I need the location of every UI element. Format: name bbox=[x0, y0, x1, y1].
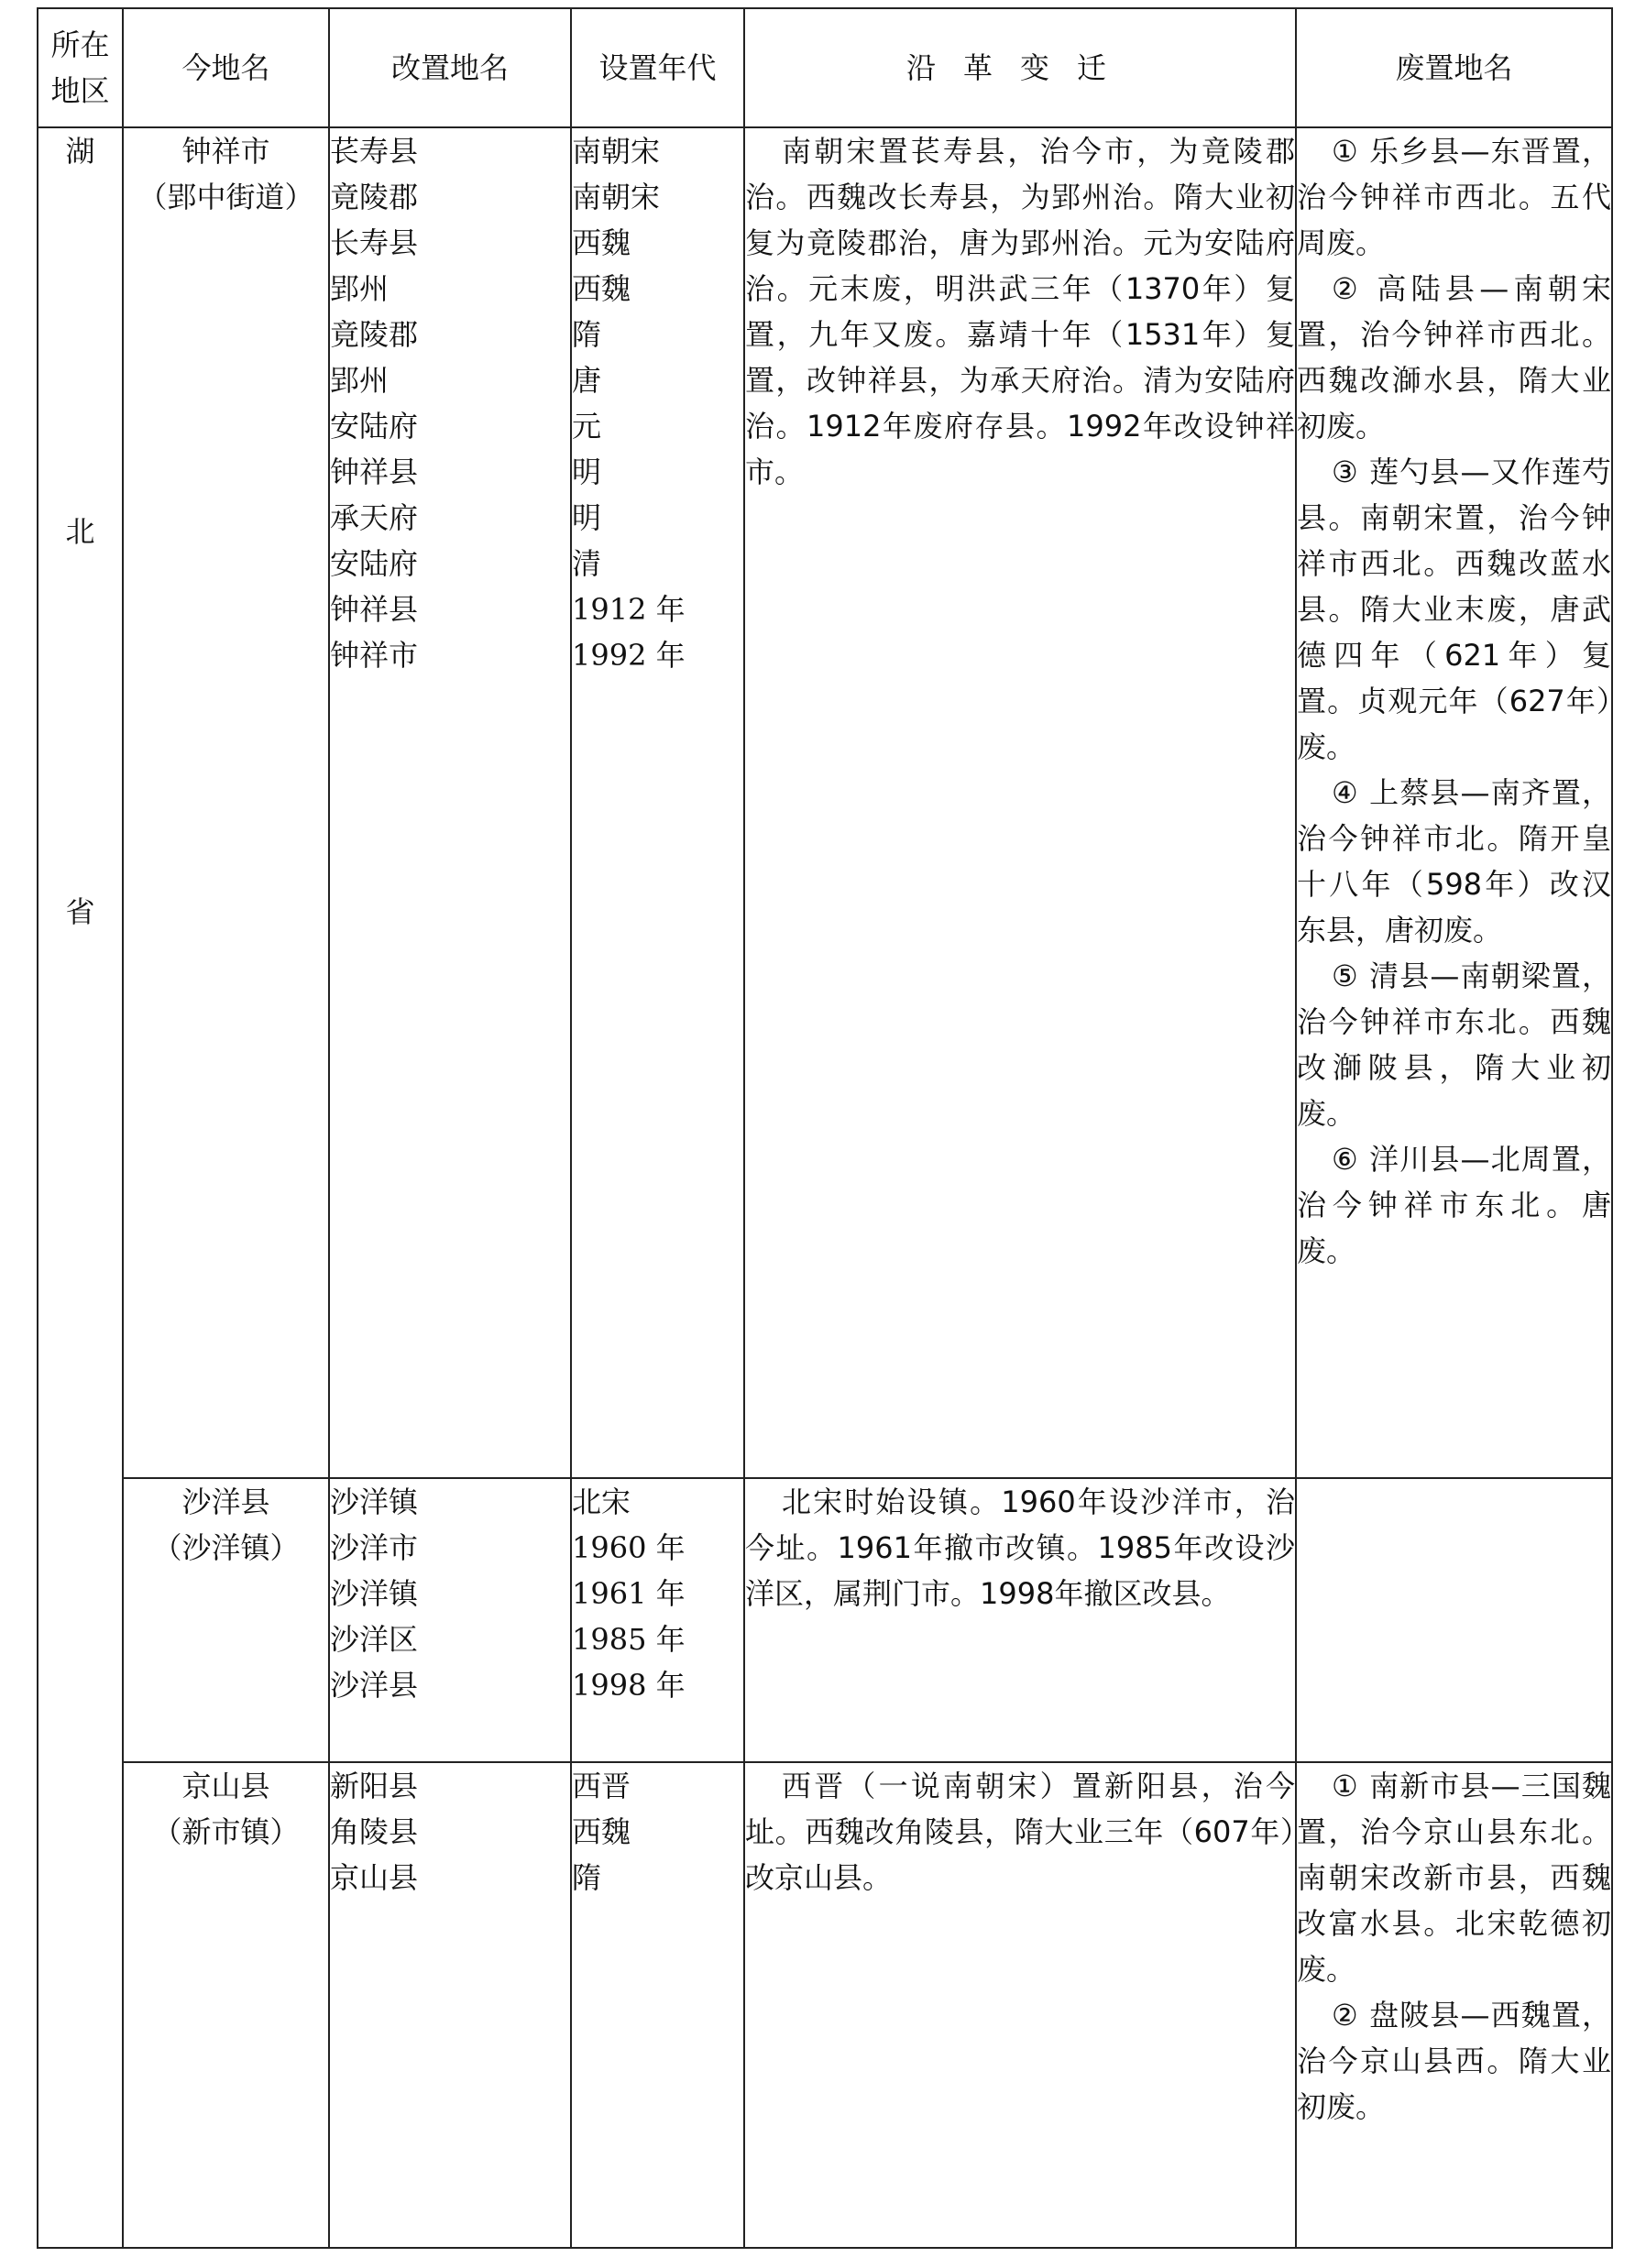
abolished-entry: ③ 莲勺县—又作莲芍县。南朝宋置，治今钟祥市西北。西魏改蓝水县。隋大业末废，唐武德四年（621年）复置。贞观元年（627年）废。 bbox=[1297, 455, 1611, 764]
region-char: 北 bbox=[65, 514, 95, 549]
abolished-cell bbox=[1296, 127, 1612, 1478]
eras-cell bbox=[571, 127, 744, 1478]
abolished-entry: ④ 上蔡县—南齐置，治今钟祥市北。隋开皇十八年（598年）改汉东县，唐初废。 bbox=[1297, 775, 1611, 948]
era: 明 bbox=[572, 500, 602, 535]
era: 1961 年 bbox=[572, 1576, 686, 1611]
history-cell: 北宋时始设镇。1960年设沙洋市，治今址。1961年撤市改镇。1985年改设沙洋区，属荆门市。1998年撤区改县。 bbox=[744, 1478, 1296, 1762]
former-names-cell bbox=[329, 127, 571, 1478]
former-name: 沙洋镇 bbox=[330, 1576, 419, 1611]
era: 元 bbox=[572, 409, 602, 444]
era: 西魏 bbox=[572, 1814, 631, 1849]
former-name: 沙洋区 bbox=[330, 1622, 419, 1657]
era: 清 bbox=[572, 546, 602, 581]
former-name: 长寿县 bbox=[330, 225, 419, 260]
era: 1985 年 bbox=[572, 1622, 686, 1657]
region-char: 省 bbox=[65, 894, 95, 929]
header-region: 所在地区 bbox=[38, 8, 123, 127]
former-name: 承天府 bbox=[330, 500, 419, 535]
abolished-entry: ⑤ 清县—南朝梁置，治今钟祥市东北。西魏改溮陂县，隋大业初废。 bbox=[1297, 959, 1611, 1131]
former-name: 角陵县 bbox=[330, 1814, 419, 1849]
abolished-entry: ① 南新市县—三国魏置，治今京山县东北。南朝宋改新市县，西魏改富水县。北宋乾德初废。 bbox=[1297, 1769, 1611, 1987]
abolished-cell bbox=[1296, 1762, 1612, 2248]
table-row bbox=[38, 127, 1612, 1478]
former-names-cell bbox=[329, 1762, 571, 2248]
county-seat: （沙洋镇） bbox=[152, 1530, 300, 1565]
era: 北宋 bbox=[572, 1485, 631, 1519]
header-set-era: 设置年代 bbox=[571, 8, 744, 127]
era: 西魏 bbox=[572, 271, 631, 306]
former-name: 安陆府 bbox=[330, 546, 419, 581]
former-name: 沙洋县 bbox=[330, 1668, 419, 1703]
era: 南朝宋 bbox=[572, 134, 661, 169]
former-name: 沙洋镇 bbox=[330, 1485, 419, 1519]
era: 西晋 bbox=[572, 1769, 631, 1803]
era: 唐 bbox=[572, 363, 602, 398]
former-name: 钟祥县 bbox=[330, 592, 419, 627]
former-name: 郢州 bbox=[330, 271, 390, 306]
county-seat: （新市镇） bbox=[152, 1814, 300, 1849]
former-name: 苌寿县 bbox=[330, 134, 419, 169]
modern-name-cell bbox=[123, 127, 329, 1478]
former-name: 沙洋市 bbox=[330, 1530, 419, 1565]
header-modern-name: 今地名 bbox=[123, 8, 329, 127]
modern-name: 沙洋县 bbox=[181, 1485, 270, 1519]
county-seat: （郢中街道） bbox=[137, 180, 314, 214]
history-cell: 南朝宋置苌寿县，治今市，为竟陵郡治。西魏改长寿县，为郢州治。隋大业初复为竟陵郡治，唐为郢州治。元为安陆府治。元末废，明洪武三年（1370年）复置，九年又废。嘉靖十年（1531年）复置，改钟祥县，为承天府治。清为安陆府治。1912年废府存县。1992年改设钟祥市。 bbox=[744, 127, 1296, 1478]
era: 西魏 bbox=[572, 225, 631, 260]
era: 南朝宋 bbox=[572, 180, 661, 214]
region-char: 湖 bbox=[65, 134, 95, 169]
eras-cell bbox=[571, 1478, 744, 1762]
era: 隋 bbox=[572, 317, 602, 352]
history-cell: 西晋（一说南朝宋）置新阳县，治今址。西魏改角陵县，隋大业三年（607年）改京山县。 bbox=[744, 1762, 1296, 2248]
modern-name: 钟祥市 bbox=[181, 134, 270, 169]
modern-name: 京山县 bbox=[181, 1769, 270, 1803]
header-history: 沿革变迁 bbox=[744, 8, 1296, 127]
former-name: 新阳县 bbox=[330, 1769, 419, 1803]
former-name: 钟祥县 bbox=[330, 455, 419, 489]
abolished-cell bbox=[1296, 1478, 1612, 1762]
former-names-cell bbox=[329, 1478, 571, 1762]
era: 隋 bbox=[572, 1860, 602, 1895]
era: 1960 年 bbox=[572, 1530, 686, 1565]
former-name: 竟陵郡 bbox=[330, 180, 419, 214]
former-name: 京山县 bbox=[330, 1860, 419, 1895]
region-cell bbox=[38, 127, 123, 2248]
eras-cell bbox=[571, 1762, 744, 2248]
modern-name-cell bbox=[123, 1478, 329, 1762]
table-row bbox=[38, 1762, 1612, 2248]
era: 1998 年 bbox=[572, 1668, 686, 1703]
era: 1992 年 bbox=[572, 638, 686, 673]
era: 明 bbox=[572, 455, 602, 489]
abolished-entry: ① 乐乡县—东晋置，治今钟祥市西北。五代周废。 bbox=[1297, 134, 1611, 260]
era: 1912 年 bbox=[572, 592, 686, 627]
abolished-entry: ② 盘陂县—西魏置，治今京山县西。隋大业初废。 bbox=[1297, 1998, 1611, 2124]
former-name: 钟祥市 bbox=[330, 638, 419, 673]
abolished-entry: ⑥ 洋川县—北周置，治今钟祥市东北。唐废。 bbox=[1297, 1142, 1611, 1268]
header-row bbox=[38, 8, 1612, 127]
former-name: 安陆府 bbox=[330, 409, 419, 444]
table-row bbox=[38, 1478, 1612, 1762]
gazetteer-table bbox=[37, 7, 1613, 2249]
header-abolished: 废置地名 bbox=[1296, 8, 1612, 127]
former-name: 郢州 bbox=[330, 363, 390, 398]
former-name: 竟陵郡 bbox=[330, 317, 419, 352]
modern-name-cell bbox=[123, 1762, 329, 2248]
header-former-names: 改置地名 bbox=[329, 8, 571, 127]
abolished-entry: ② 高陆县—南朝宋置，治今钟祥市西北。西魏改溮水县，隋大业初废。 bbox=[1297, 271, 1611, 444]
